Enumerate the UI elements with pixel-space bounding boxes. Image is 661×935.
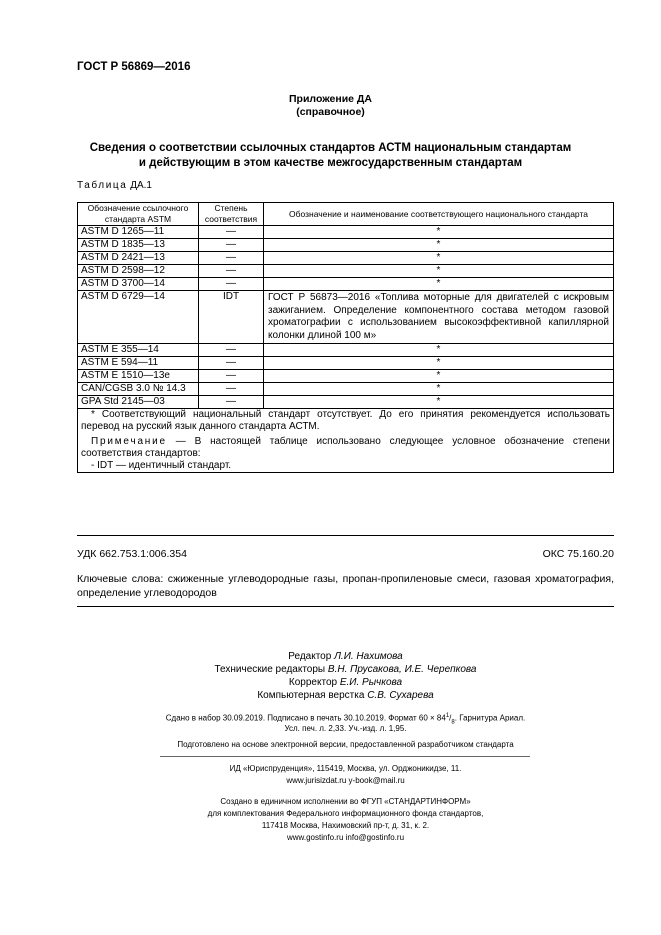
- imprint-line-1: Сдано в набор 30.09.2019. Подписано в печать 30.10.2019. Формат $60 \times 84^1/_8$. Гарнитура Ариал.: [165, 713, 526, 726]
- annex-subtitle: (справочное): [296, 106, 365, 118]
- table-row: [78, 357, 614, 370]
- table-caption-number: ДА.1: [130, 180, 152, 191]
- cell-degree: —: [199, 265, 264, 278]
- cell-national: *: [264, 239, 614, 252]
- cell-degree: —: [199, 278, 264, 291]
- imprint-dates: Сдано в набор 30.09.2019. Подписано в печать 30.10.2019. Формат 60 × 84: [165, 713, 446, 723]
- imprint-line-2: Усл. печ. л. 2,33. Уч.-изд. л. 1,95.: [284, 724, 407, 733]
- cell-national: *: [264, 278, 614, 291]
- corrector-name: Е.И. Рычкова: [339, 677, 403, 688]
- made-line-4: www.gostinfo.ru info@gostinfo.ru: [286, 833, 405, 842]
- cell-national: ГОСТ Р 56873—2016 «Топлива моторные для двигателей с искровым зажиганием. Определение компонентного состава методом газовой хроматографии с использованием высокоэффективной капиллярной колонки длиной 100 м»: [264, 291, 614, 344]
- header-degree: Степень соответствия: [199, 203, 264, 226]
- section-heading-line2: и действующим в этом качестве межгосударственным стандартам: [138, 157, 523, 169]
- cell-std: ASTM D 6729—14: [78, 291, 199, 344]
- cell-std: ASTM D 2598—12: [78, 265, 199, 278]
- section-heading-line1: Сведения о соответствии ссылочных стандартов АСТМ национальным стандартам: [89, 142, 572, 154]
- table-row: [78, 226, 614, 239]
- note-text: — В настоящей таблице использовано следующее условное обозначение степени соответствия стандартов:: [81, 436, 610, 459]
- format-sup: 1: [445, 713, 450, 719]
- corrector-label: Корректор: [288, 677, 338, 688]
- made-line-3: 117418 Москва, Нахимовский пр-т, д. 31, к. 2.: [261, 821, 430, 830]
- cell-std: ASTM E 1510—13e: [78, 370, 199, 383]
- table-caption-word: Таблица: [77, 180, 128, 191]
- cell-degree: —: [199, 226, 264, 239]
- table-header-row: [78, 203, 614, 226]
- cell-national: *: [264, 344, 614, 357]
- cell-std: ASTM D 3700—14: [78, 278, 199, 291]
- layout-line: [77, 689, 614, 703]
- cell-degree: —: [199, 370, 264, 383]
- tech-editors-label: Технические редакторы: [214, 664, 326, 675]
- table-row: [78, 370, 614, 383]
- layout-label: Компьютерная верстка: [257, 690, 365, 701]
- note-label: Примечание: [91, 436, 167, 447]
- cell-std: CAN/CGSB 3.0 № 14.3: [78, 383, 199, 396]
- table-footnote: * Соответствующий национальный стандарт отсутствует. До его принятия рекомендуется использовать перевод на русский язык данного стандарта АСТМ.: [81, 409, 610, 432]
- header-national: Обозначение и наименование соответствующего национального стандарта: [264, 203, 614, 226]
- header-astm: Обозначение ссылочного стандарта ASTM: [78, 203, 199, 226]
- divider-line: [160, 756, 530, 757]
- cell-national: *: [264, 265, 614, 278]
- format-sub: 8: [451, 719, 455, 726]
- table-caption: [77, 180, 152, 191]
- cell-degree: —: [199, 344, 264, 357]
- keywords: Ключевые слова: сжиженные углеводородные газы, пропан-пропиленовые смеси, газовая хроматография, определение углеводородов: [77, 573, 614, 599]
- table-row: [78, 265, 614, 278]
- imprint-font: . Гарнитура Ариал.: [454, 713, 526, 723]
- table-row: [78, 252, 614, 265]
- cell-national: *: [264, 226, 614, 239]
- cell-national: *: [264, 396, 614, 409]
- cell-national: *: [264, 357, 614, 370]
- table-row: [78, 278, 614, 291]
- editor-line: [77, 650, 614, 664]
- cell-degree: —: [199, 383, 264, 396]
- made-line-1: Создано в единичном исполнении во ФГУП «СТАНДАРТИНФОРМ»: [220, 797, 471, 806]
- standards-table: [77, 202, 614, 473]
- layout-name: С.В. Сухарева: [367, 690, 434, 701]
- cell-national: *: [264, 370, 614, 383]
- table-note: [81, 436, 610, 460]
- table-footer-row: [78, 409, 614, 473]
- cell-std: ASTM E 355—14: [78, 344, 199, 357]
- cell-national: *: [264, 383, 614, 396]
- imprint-line-3: Подготовлено на основе электронной версии, предоставленной разработчиком стандарта: [177, 740, 514, 749]
- document-id: ГОСТ Р 56869—2016: [77, 61, 191, 73]
- corrector-line: [77, 676, 614, 690]
- publisher-line-2: www.jurisizdat.ru y-book@mail.ru: [286, 776, 405, 785]
- publisher-line-1: ИД «Юриспруденция», 115419, Москва, ул. Орджоникидзе, 11.: [229, 764, 462, 773]
- annex-title: Приложение ДА: [289, 93, 372, 105]
- table-row: [78, 291, 614, 344]
- cell-national: *: [264, 252, 614, 265]
- cell-std: ASTM D 1835—13: [78, 239, 199, 252]
- note-item: - IDT — идентичный стандарт.: [91, 460, 232, 471]
- cell-degree: —: [199, 239, 264, 252]
- udk-code: УДК 662.753.1:006.354: [77, 548, 187, 560]
- table-row: [78, 396, 614, 409]
- tech-editors-names: В.Н. Прусакова, И.Е. Черепкова: [327, 664, 477, 675]
- cell-std: ASTM D 1265—11: [78, 226, 199, 239]
- cell-std: ASTM D 2421—13: [78, 252, 199, 265]
- table-row: [78, 239, 614, 252]
- divider-line: [77, 606, 614, 607]
- made-line-2: для комплектования Федерального информационного фонда стандартов,: [207, 809, 484, 818]
- table-row: [78, 344, 614, 357]
- cell-degree: IDT: [199, 291, 264, 344]
- divider-line: [77, 535, 614, 536]
- table-row: [78, 383, 614, 396]
- cell-std: ASTM E 594—11: [78, 357, 199, 370]
- cell-degree: —: [199, 357, 264, 370]
- tech-editors-line: [77, 663, 614, 677]
- cell-degree: —: [199, 252, 264, 265]
- oks-code: ОКС 75.160.20: [542, 548, 614, 560]
- editor-name: Л.И. Нахимова: [334, 651, 403, 662]
- cell-std: GPA Std 2145—03: [78, 396, 199, 409]
- cell-degree: —: [199, 396, 264, 409]
- editor-label: Редактор: [288, 651, 332, 662]
- table-notes: [78, 409, 614, 473]
